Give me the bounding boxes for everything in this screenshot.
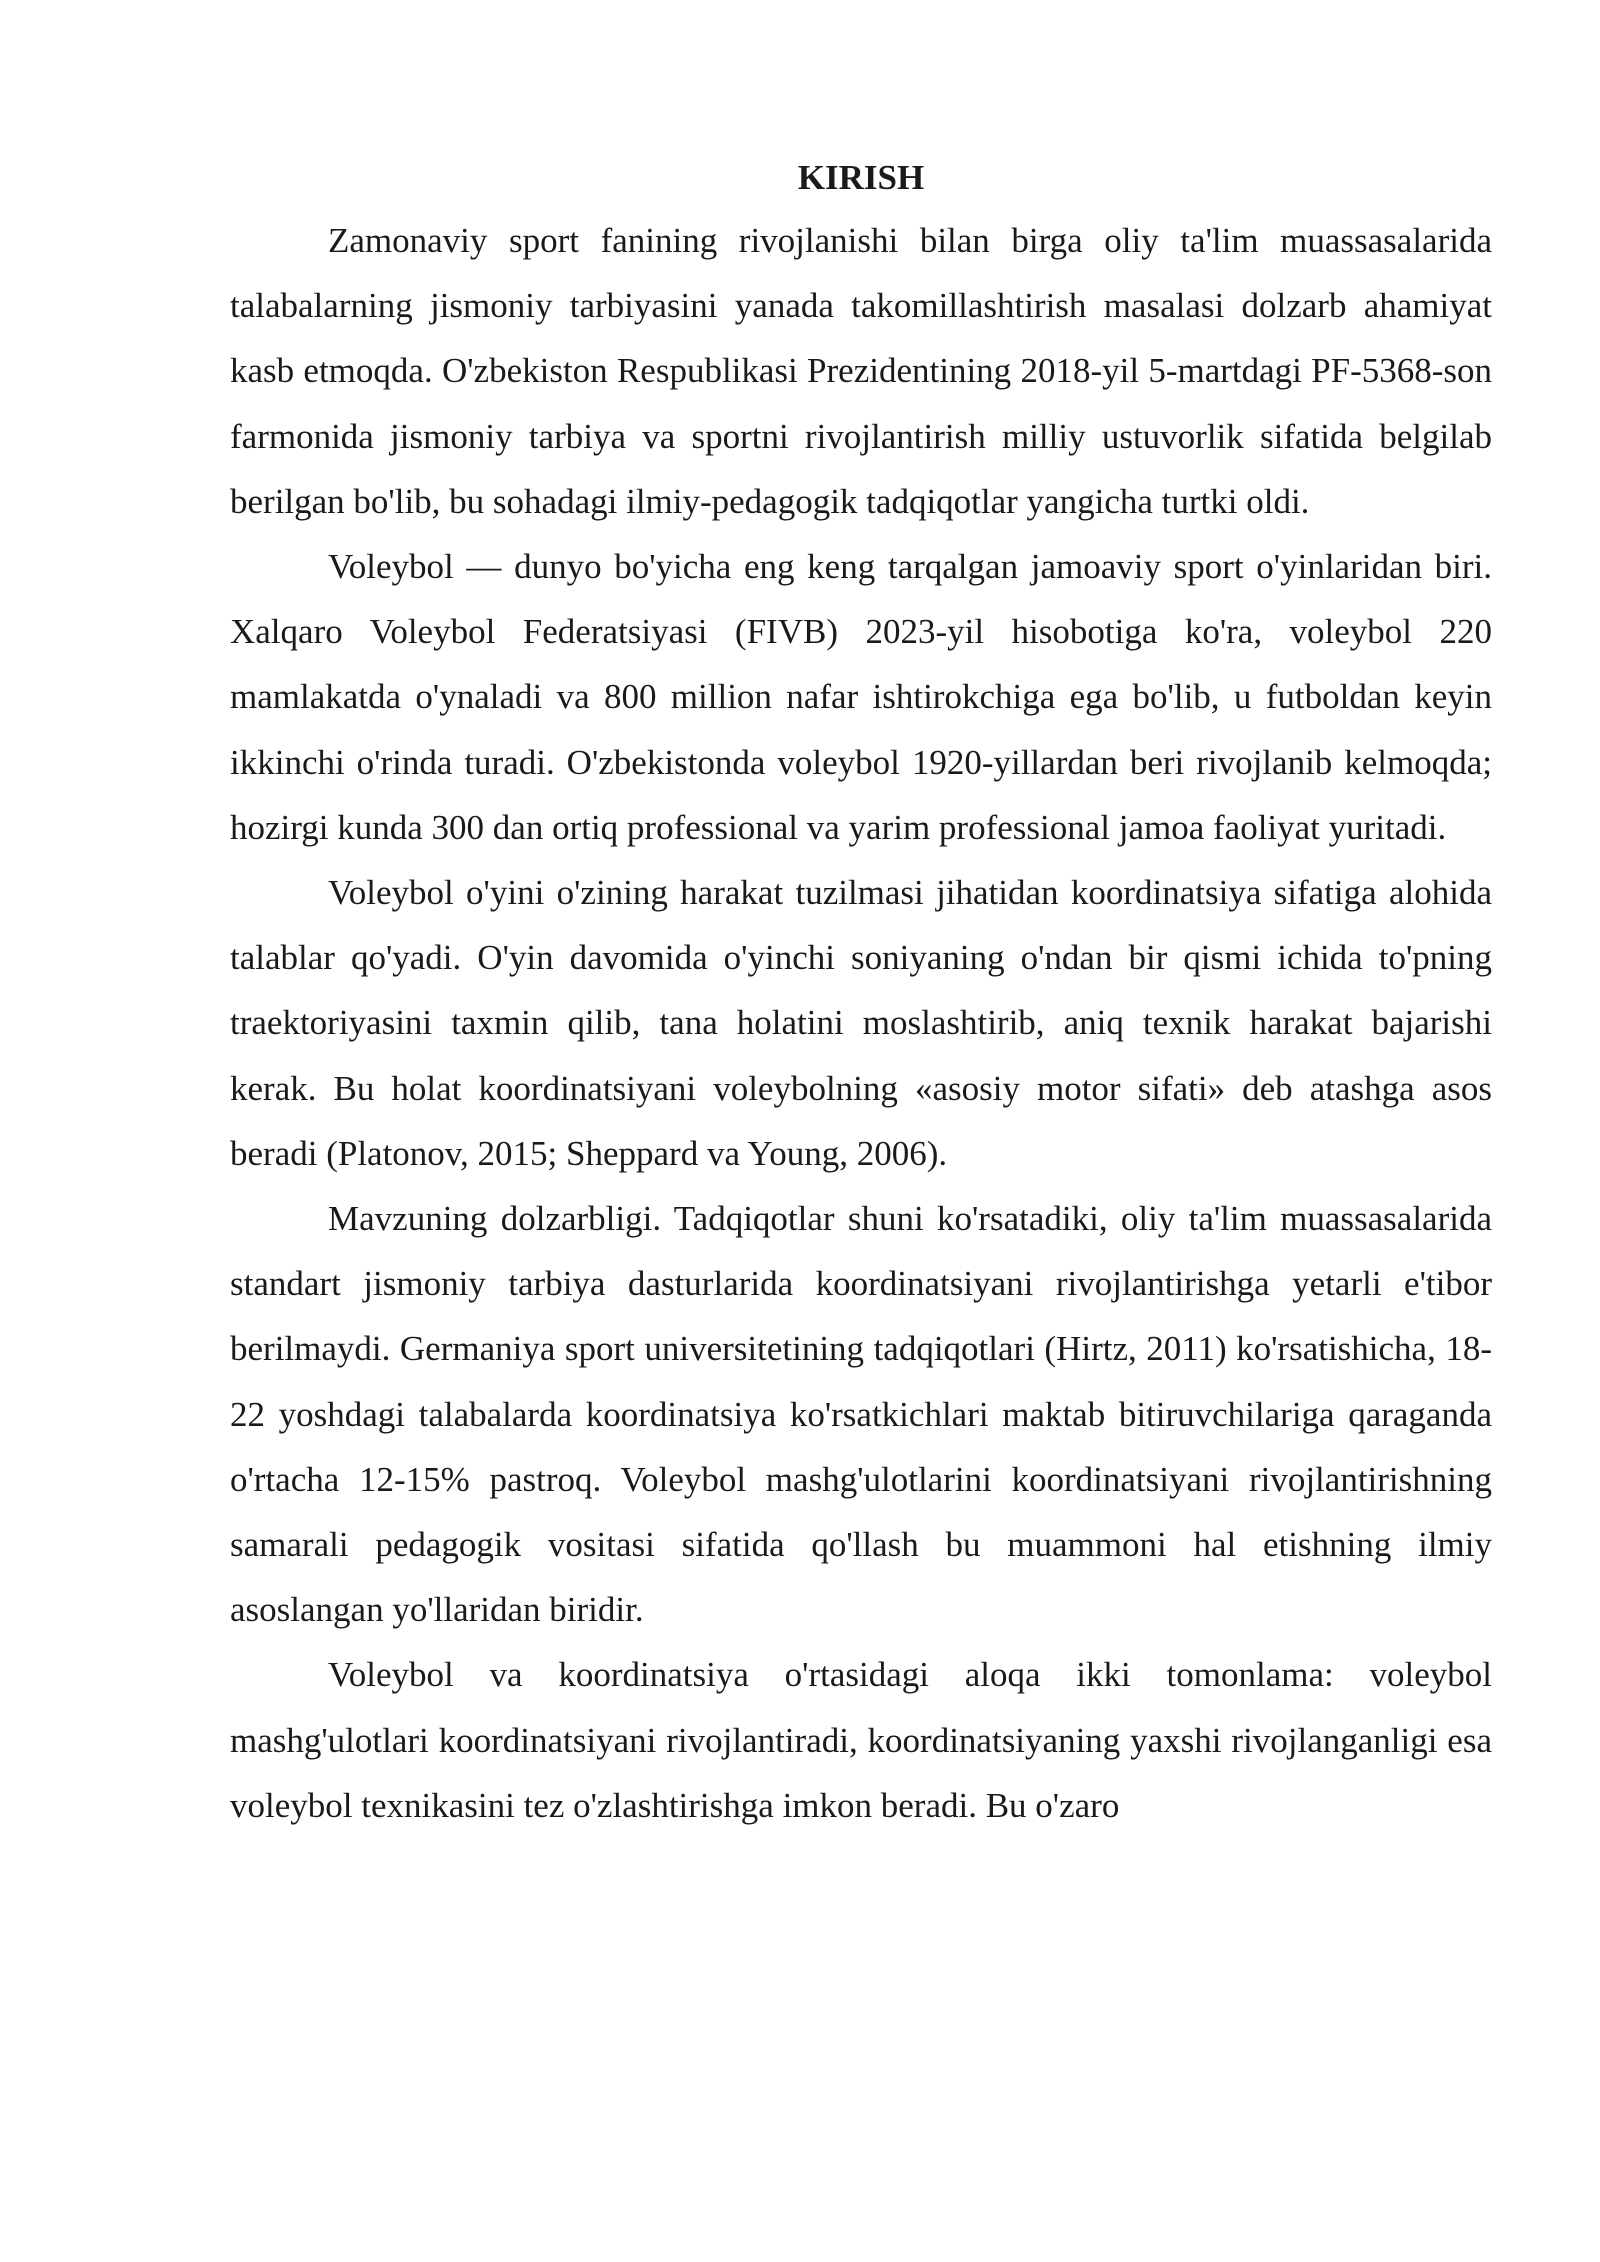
paragraph-mutual-relation: Voleybol va koordinatsiya o'rtasidagi aloqa ikki tomonlama: voleybol mashg'ulotlari koordinatsiyani rivojlantiradi, koordinatsiyaning yaxshi rivojlanganligi esa voleybol texnikasini tez o'zlashtirishga imkon beradi. Bu o'zaro	[230, 1655, 1492, 1825]
page-title: KIRISH	[797, 158, 925, 197]
paragraph-topic-relevance: Mavzuning dolzarbligi. Tadqiqotlar shuni ko'rsatadiki, oliy ta'lim muassasalarida standart jismoniy tarbiya dasturlarida koordinatsiyani rivojlantirishga yetarli e'tibor berilmaydi. Germaniya sport universitetining tadqiqotlari (Hirtz, 2011) ko'rsatishicha, 18-22 yoshdagi talabalarda koordinatsiya ko'rsatkichlari maktab bitiruvchilariga qaraganda o'rtacha 12-15% pastroq. Voleybol mashg'ulotlarini koordinatsiyani rivojlantirishning samarali pedagogik vositasi sifatida qo'llash bu muammoni hal etishning ilmiy asoslangan yo'llaridan biridir.	[230, 1199, 1492, 1630]
paragraph-coordination-demands: Voleybol o'yini o'zining harakat tuzilmasi jihatidan koordinatsiya sifatiga alohida talablar qo'yadi. O'yin davomida o'yinchi soniyaning o'ndan bir qismi ichida to'pning traektoriyasini taxmin qilib, tana holatini moslashtirib, aniq texnik harakat bajarishi kerak. Bu holat koordinatsiyani voleybolning «asosiy motor sifati» deb atashga asos beradi (Platonov, 2015; Sheppard va Young, 2006).	[230, 873, 1492, 1173]
document-body	[230, 148, 1492, 1838]
paragraph-volleyball-overview: Voleybol — dunyo bo'yicha eng keng tarqalgan jamoaviy sport o'yinlaridan biri. Xalqaro Voleybol Federatsiyasi (FIVB) 2023-yil hisobotiga ko'ra, voleybol 220 mamlakatda o'ynaladi va 800 million nafar ishtirokchiga ega bo'lib, u futboldan keyin ikkinchi o'rinda turadi. O'zbekistonda voleybol 1920-yillardan beri rivojlanib kelmoqda; hozirgi kunda 300 dan ortiq professional va yarim professional jamoa faoliyat yuritadi.	[230, 547, 1492, 847]
paragraph-intro: Zamonaviy sport fanining rivojlanishi bilan birga oliy ta'lim muassasalarida talabalarning jismoniy tarbiyasini yanada takomillashtirish masalasi dolzarb ahamiyat kasb etmoqda. O'zbekiston Respublikasi Prezidentining 2018-yil 5-martdagi PF-5368-son farmonida jismoniy tarbiya va sportni rivojlantirish milliy ustuvorlik sifatida belgilab berilgan bo'lib, bu sohadagi ilmiy-pedagogik tadqiqotlar yangicha turtki oldi.	[230, 221, 1492, 521]
